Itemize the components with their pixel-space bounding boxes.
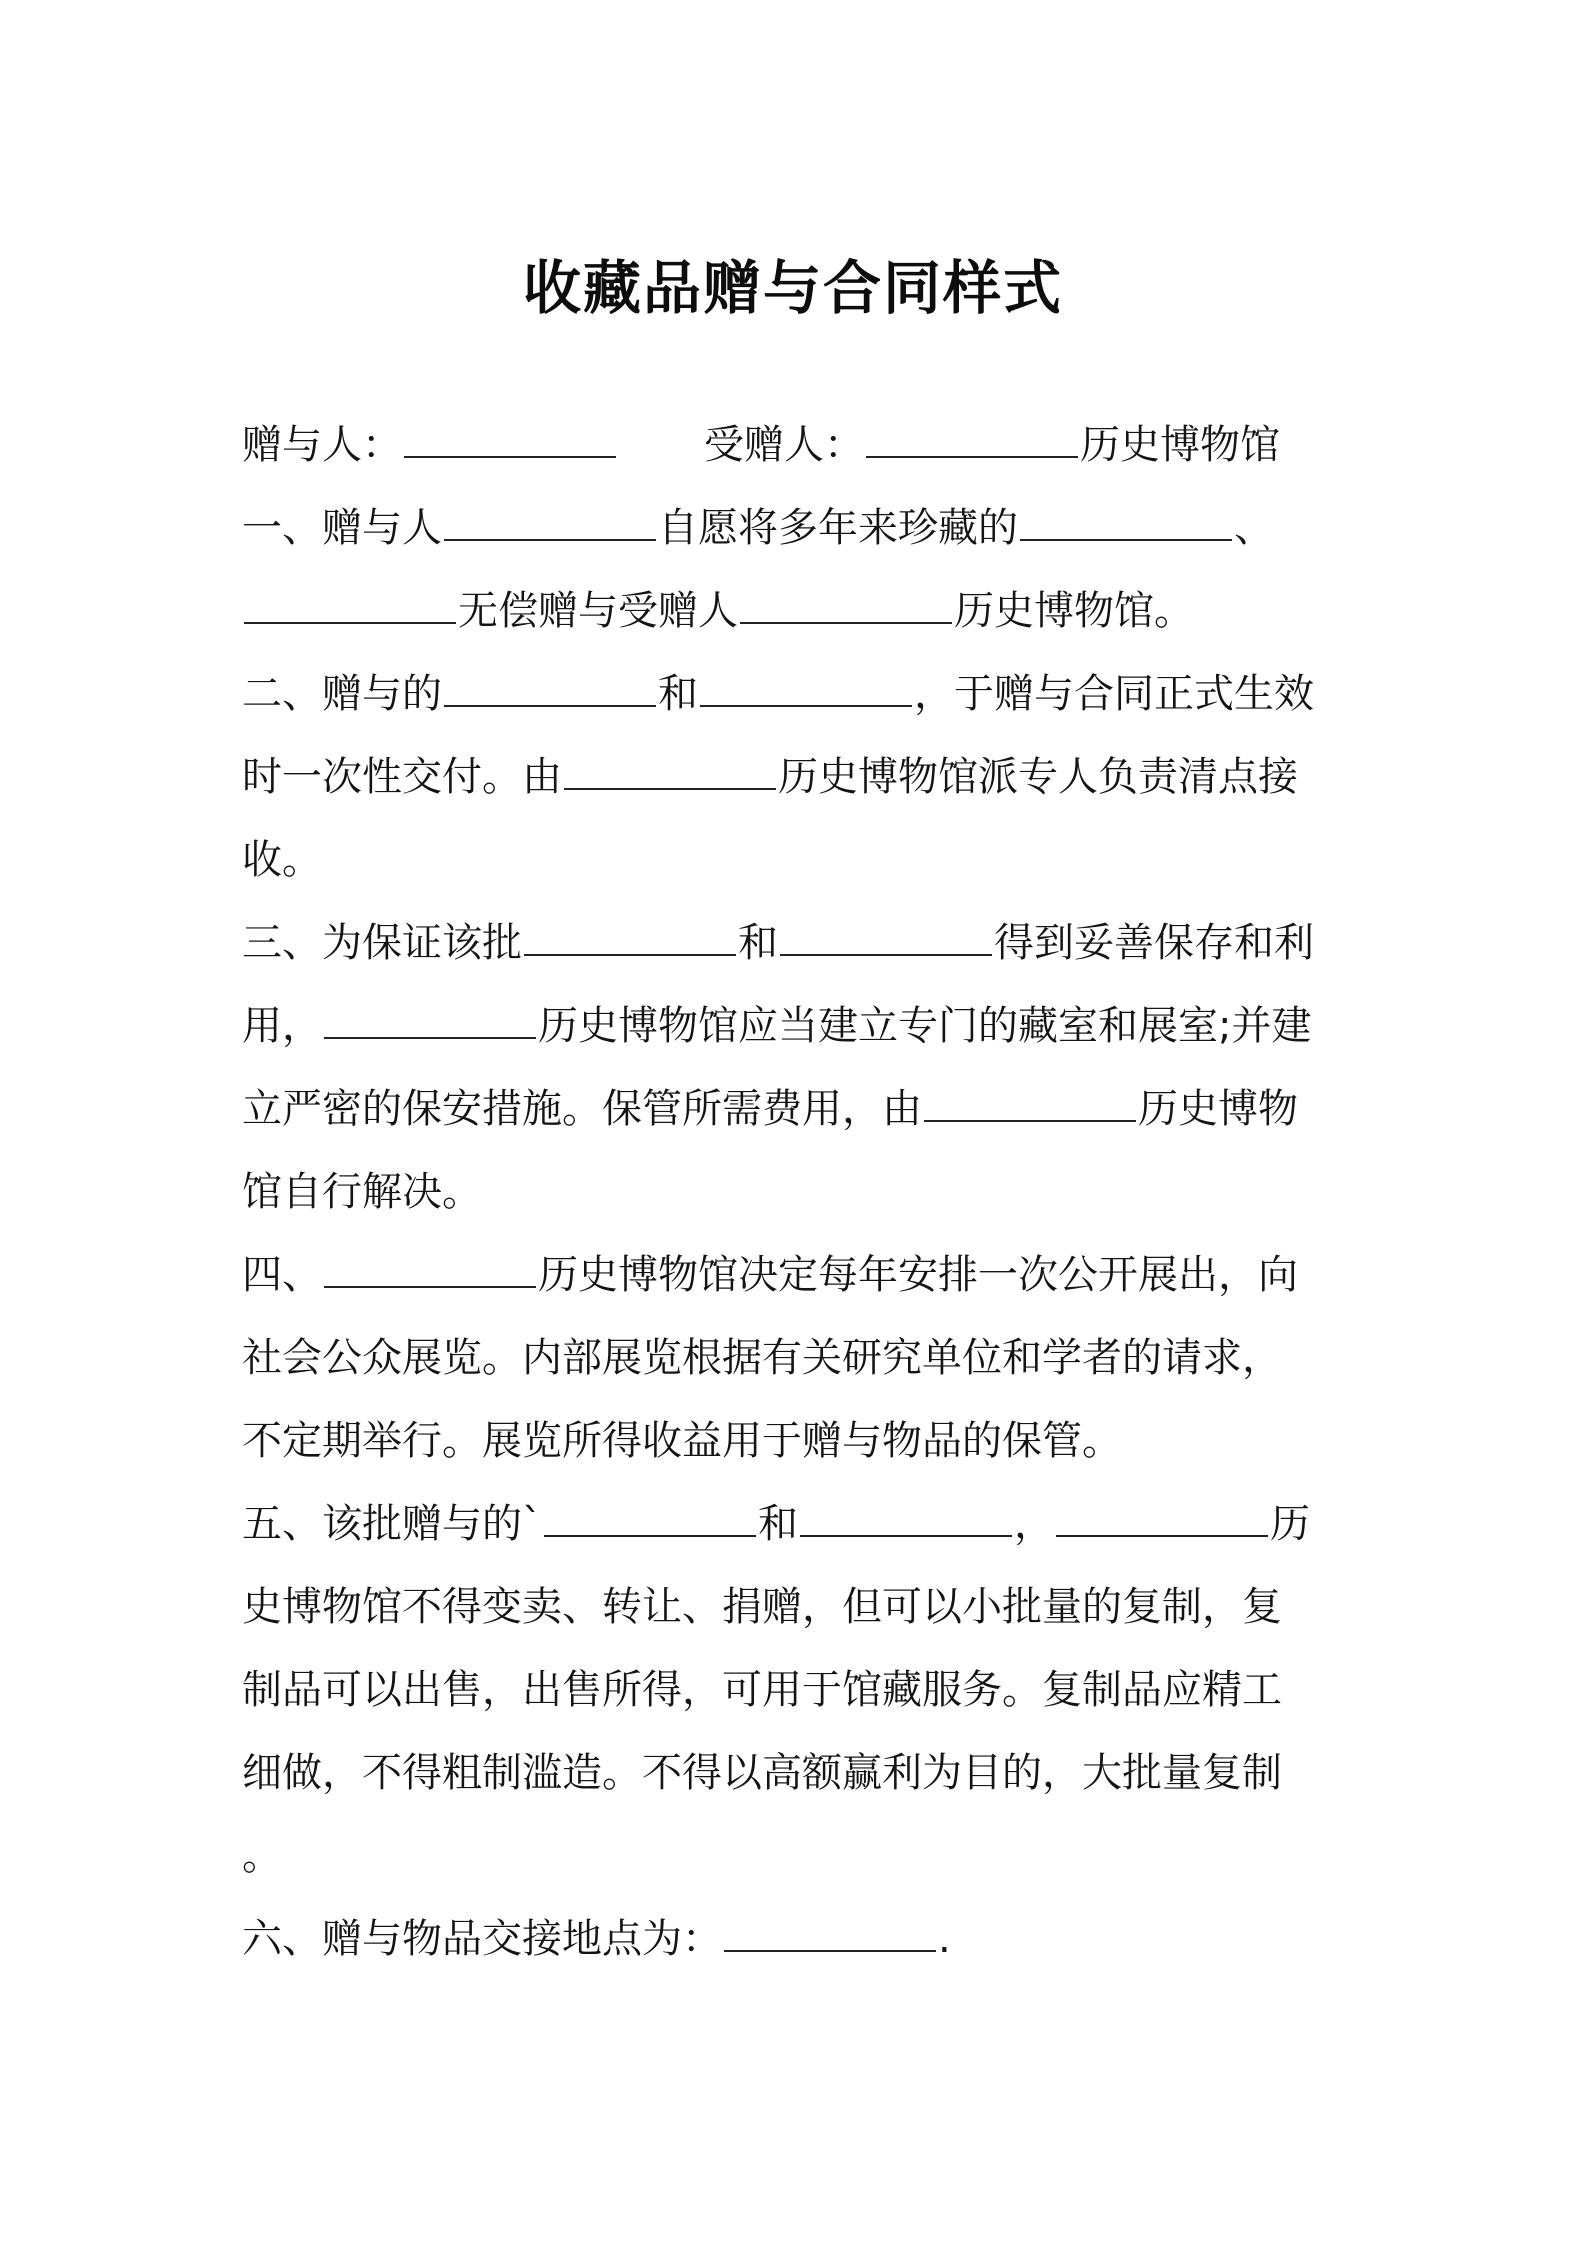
fill-in-blank	[544, 1501, 756, 1537]
clause-text: 时一次性交付。由	[242, 754, 562, 800]
clause-text: .	[938, 1916, 951, 1962]
clause-text: ，	[1014, 1501, 1054, 1547]
clause-text: 用，	[242, 1003, 322, 1049]
donor-label: 赠与人：	[242, 422, 402, 468]
clause-text: 五、该批赠与的`	[242, 1501, 542, 1547]
clause-5	[242, 1483, 1362, 1898]
donee-label: 受赠人：	[704, 422, 864, 468]
clause-text: 。	[242, 1833, 282, 1879]
clause-text: 历史博物馆派专人负责清点接	[778, 754, 1298, 800]
clause-text: 二、赠与的	[242, 671, 442, 717]
fill-in-blank	[444, 505, 656, 541]
clause-line	[242, 1566, 1362, 1649]
contract-body	[242, 404, 1362, 1981]
clause-line	[242, 1068, 1362, 1151]
clause-text: 制品可以出售，出售所得，可用于馆藏服务。复制品应精工	[242, 1667, 1282, 1713]
clause-text: 不定期举行。展览所得收益用于赠与物品的保管。	[242, 1418, 1122, 1464]
clause-text: 社会公众展览。内部展览根据有关研究单位和学者的请求，	[242, 1335, 1282, 1381]
fill-in-blank	[800, 1501, 1012, 1537]
clause-text: 六、赠与物品交接地点为：	[242, 1916, 722, 1962]
clause-line	[242, 1649, 1362, 1732]
clause-3	[242, 902, 1362, 1234]
clause-line	[242, 736, 1362, 819]
clause-text: 和	[738, 920, 778, 966]
clause-line	[242, 1151, 1362, 1234]
clause-line	[242, 1317, 1362, 1400]
fill-in-blank	[700, 671, 912, 707]
clause-line	[242, 1400, 1362, 1483]
parties-line	[242, 404, 1362, 487]
clause-text: 三、为保证该批	[242, 920, 522, 966]
clause-line	[242, 1815, 1362, 1898]
donee-blank	[866, 422, 1078, 458]
fill-in-blank	[724, 1916, 936, 1952]
fill-in-blank	[1056, 1501, 1268, 1537]
clause-line	[242, 1898, 1362, 1981]
clause-text: 自愿将多年来珍藏的	[658, 505, 1018, 551]
fill-in-blank	[924, 1086, 1136, 1122]
clause-line	[242, 1732, 1362, 1815]
fill-in-blank	[524, 920, 736, 956]
fill-in-blank	[564, 754, 776, 790]
clause-line	[242, 570, 1362, 653]
clause-text: 历史博物	[1138, 1086, 1298, 1132]
clause-text: 无偿赠与受赠人	[458, 588, 738, 634]
clause-text: 馆自行解决。	[242, 1169, 482, 1215]
clause-text: 细做，不得粗制滥造。不得以高额赢利为目的，大批量复制	[242, 1750, 1282, 1796]
clause-text: 和	[658, 671, 698, 717]
fill-in-blank	[324, 1252, 536, 1288]
clause-line	[242, 819, 1362, 902]
clause-text: 立严密的保安措施。保管所需费用，由	[242, 1086, 922, 1132]
clause-text: 历	[1270, 1501, 1310, 1547]
clause-2	[242, 653, 1362, 902]
fill-in-blank	[780, 920, 992, 956]
clause-text: 得到妥善保存和利	[994, 920, 1314, 966]
clause-text: 、	[1234, 505, 1274, 551]
clause-text: 四、	[242, 1252, 322, 1298]
clause-6	[242, 1898, 1362, 1981]
clause-line	[242, 902, 1362, 985]
clause-line	[242, 1234, 1362, 1317]
clause-4	[242, 1234, 1362, 1483]
fill-in-blank	[1020, 505, 1232, 541]
clause-text: 史博物馆不得变卖、转让、捐赠，但可以小批量的复制，复	[242, 1584, 1282, 1630]
clause-text: 和	[758, 1501, 798, 1547]
clause-line	[242, 1483, 1362, 1566]
clause-text: ，于赠与合同正式生效	[914, 671, 1314, 717]
clause-text: 历史博物馆。	[954, 588, 1194, 634]
fill-in-blank	[324, 1003, 536, 1039]
clause-text: 收。	[242, 837, 322, 883]
clause-line	[242, 487, 1362, 570]
clause-text: 历史博物馆应当建立专门的藏室和展室;并建	[538, 1003, 1312, 1049]
fill-in-blank	[244, 588, 456, 624]
donee-suffix: 历史博物馆	[1080, 422, 1280, 468]
clause-1	[242, 487, 1362, 653]
donor-blank	[404, 422, 616, 458]
clause-text: 一、赠与人	[242, 505, 442, 551]
clause-text: 历史博物馆决定每年安排一次公开展出，向	[538, 1252, 1298, 1298]
fill-in-blank	[740, 588, 952, 624]
page-title: 收藏品赠与合同样式	[522, 254, 1063, 322]
clause-line	[242, 985, 1362, 1068]
fill-in-blank	[444, 671, 656, 707]
clause-line	[242, 653, 1362, 736]
clauses	[242, 487, 1362, 1981]
